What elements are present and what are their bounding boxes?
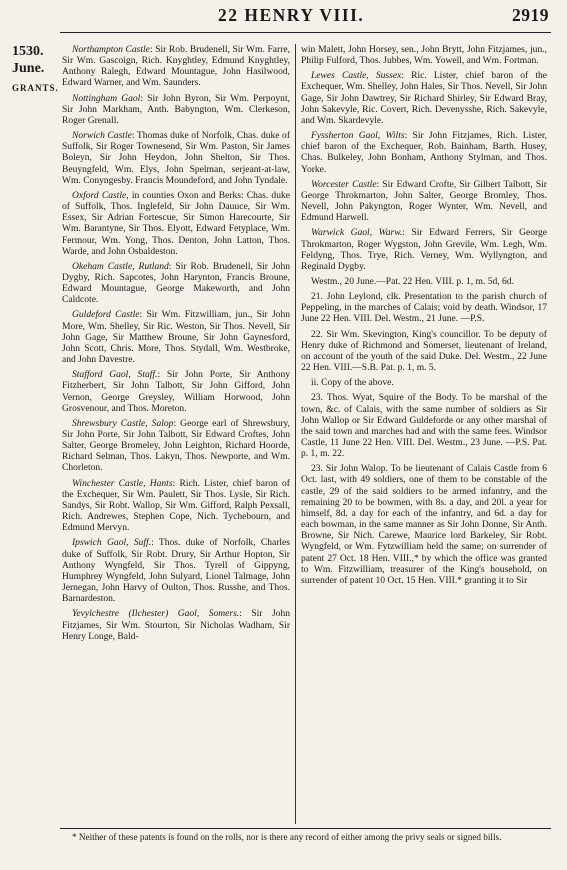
entry-text: Westm., 20 June.—Pat. 22 Hen. VIII. p. 1, m. 5d, 6d. [311, 275, 514, 287]
footnote-text: * Neither of these patents is found on the rolls, nor is there any record of either among the privy seals or signed bills. [72, 832, 502, 842]
place-name: Guldeford Castle [72, 309, 140, 321]
entry-text: : Sir Edward Ferrers, Sir George Throkmarton, Roger Wygston, John Grevile, Wm. Legh, Wm. Feldyng, Thos. Trye, Rich. Verney, Wm. Wyllyngton, and Reginald Dygby. [301, 227, 547, 272]
entry-paragraph [301, 377, 547, 388]
entry-text: : George earl of Shrewsbury, Sir John Porte, Sir John Talbott, Sir Edward Croftes, John Salter, George Bromeley, John Leighton, Richard Hoorde, Richard Selman, Thos. Lakyn, Thos. Newporte, and Wm. Chorleton. [62, 417, 290, 474]
entry-paragraph [301, 227, 547, 272]
running-title: 22 HENRY VIII. [218, 5, 365, 25]
place-name: Warwick Gaol, Warw. [311, 227, 403, 239]
entry-paragraph [62, 44, 290, 89]
margin-month: June. [12, 61, 45, 76]
entry-paragraph [62, 369, 290, 414]
entry-paragraph [301, 291, 547, 324]
entry-text: : Sir Rob. Brudenell, Sir John Dygby, Rich. Sapcotes, John Harynton, Francis Broune, Edward Mountague, George Makeworth, and John Caldcote. [62, 260, 290, 306]
entry-paragraph [62, 130, 290, 186]
entry-paragraph [301, 276, 547, 287]
place-name: Worcester Castle [311, 178, 377, 190]
entry-text: : Sir John Byron, Sir Wm. Perpoynt, Sir John Markham, Anth. Babyngton, Wm. Clerkeson, Roger Grenall. [62, 92, 290, 126]
entry-text: : Sir John Porte, Sir Anthony Fitzherbert, Sir John Talbott, Sir John Gifford, John Vernon, George Greysley, William Horwood, John Grosvenour, and Thos. Moreton. [62, 369, 290, 414]
left-column [62, 44, 290, 646]
place-name: Winchester Castle, Hants [72, 477, 173, 489]
place-name: Okeham Castle, Rutland [72, 260, 169, 272]
margin-year: 1530. [12, 44, 44, 59]
place-name: Stafford Gaol, Staff. [72, 369, 158, 381]
entry-text: : Ric. Lister, chief baron of the Exchequer, Wm. Shelley, John Hales, Sir Thos. Nevell, Sir John Gage, Sir John Dawtrey, Sir Richard Shirley, Sir Edward Bray, John Sakevyle, Ric. Covert, Rich. Devenysshe, Rich. Sakevyle, and Wm. Skardevyle. [301, 70, 547, 126]
entry-text: : Sir John Fitzjames, Sir Wm. Stourton, Sir Nicholas Wadham, Sir Henry Longe, Bald- [62, 608, 290, 642]
column-divider [295, 44, 296, 824]
entry-text: win Malett, John Horsey, sen., John Brytt, John Fitzjames, jun., Philip Fulford, Thos. Jubbes, Wm. Yowell, and Wm. Fortman. [301, 44, 547, 67]
entry-paragraph [301, 130, 547, 175]
entry-text: : Rich. Lister, chief baron of the Exchequer, Sir Wm. Paulett, Sir Thos. Lysle, Sir Rich. Sandys, Sir Robt. Wallop, Sir Wm. Gifford, Ralph Pexsall, Rich. Andrewes, Stephen Cope, Nich. Tychebourn, and Edmund Mervyn. [62, 477, 290, 534]
margin-section: GRANTS. [12, 83, 59, 93]
place-name: Norwich Castle [72, 130, 132, 142]
place-name: Oxford Castle [72, 189, 127, 201]
entry-paragraph [62, 537, 290, 604]
place-name: Northampton Castle [72, 44, 150, 55]
entry-text: 21. John Leylond, clk. Presentation to the parish church of Peppeling, in the marches of Calais; void by death. Windsor, 17 June 22 Hen. VIII. Del. Westm., 21 June. —P.S. [301, 291, 547, 325]
place-name: Lewes Castle, Sussex [311, 70, 402, 82]
entry-text: : Sir Rob. Brudenell, Sir Wm. Farre, Sir Wm. Gascoign, Rich. Knyghtley, Edmund Knyghtley, Anthony Ralegh, Edward Mountague, John Hasilwood, Edward Warner, and Wm. Saunders. [62, 44, 290, 89]
entry-text: : Sir John Fitzjames, Rich. Lister, chief baron of the Exchequer, Rob. Bainham, Barth. Husey, Chas. Bulkeley, John Bonham, Anthony Stylman, and Thos. Yorke. [301, 130, 548, 175]
footnote [62, 832, 549, 843]
entry-paragraph [62, 190, 290, 257]
place-name: Nottingham Gaol [72, 92, 141, 104]
place-name: Yevylchestre (Ilchester) Gaol, Somers. [72, 608, 240, 620]
entry-paragraph [301, 70, 547, 126]
entry-text: : Thomas duke of Norfolk, Chas. duke of Suffolk, Sir Roger Townesend, Sir Wm. Paston, Sir James Boleyn, Sir John Heydon, John Shelton, Sir Thos. Beuyngfeld, Wm. Elys, John Spelman, serjeant-at-law, Wm. Conyngesby. Francis Moundeford, and John Tyndale. [62, 130, 290, 186]
entry-paragraph [301, 392, 547, 459]
header-rule [60, 32, 551, 33]
entry-paragraph [62, 418, 290, 474]
page-number: 2919 [512, 5, 549, 25]
margin-notes [12, 44, 58, 93]
entry-paragraph [301, 463, 547, 586]
entry-paragraph [301, 179, 547, 224]
entry-text: 22. Sir Wm. Skevington, King's councillor. To be deputy of Henry duke of Richmond and Somerset, lieutenant of Ireland, on account of the youth of the said Duke. Del. Westm., 22 June 22 Hen. VIII.—S.B. Pat. p. 1, m. 5. [301, 328, 547, 374]
entry-paragraph [62, 478, 290, 534]
running-header [0, 2, 567, 30]
entry-text: : Sir Wm. Fitzwilliam, jun., Sir John More, Wm. Shelley, Sir Ric. Weston, Sir Thos. Nevell, Sir John Gage, Sir Matthew Broune, Sir John Gaynesford, John Scott, Chris. More, Thos. Stydall, Wm. Westbroke, and John Davestre. [62, 309, 290, 366]
entry-paragraph [62, 608, 290, 641]
place-name: Ipswich Gaol, Suff. [72, 537, 152, 549]
footnote-rule [60, 828, 551, 829]
place-name: Shrewsbury Castle, Salop [72, 417, 174, 429]
place-name: Fyssherton Gaol, Wilts [311, 130, 405, 142]
right-column [301, 44, 547, 590]
entry-text: : Sir Edward Crofte, Sir Gilbert Talbott, Sir George Throkmarton, John Salter, George Bromley, Thos. Nevell, John Pakyngton, Roger Wynter, Wm. Nevell, and Edmund Harwell. [301, 178, 547, 224]
entry-text: , in counties Oxon and Berks: Chas. duke of Suffolk, Thos. Inglefeld, Sir John Dauuce, Sir Wm. Essex, Sir Adrian Fortescue, Sir Simon Harecourte, Sir Wm. Barantyne, Sir Thos. Elyott, Edward Fetyplace, Wm. Fermour, Wm. Yong, Thos. Denton, John Latton, Thos. Warde, and John Osbaldeston. [62, 189, 290, 257]
entry-text: ii. Copy of the above. [311, 377, 394, 389]
entry-paragraph [62, 93, 290, 126]
entry-text: : Thos. duke of Norfolk, Charles duke of Suffolk, Sir Robt. Drury, Sir Arthur Hopton, Sir Anthony Wyngfeld, Sir Thos. Tyrell of Gippyng, Humphrey Wyngfeld, John Sulyard, Lionel Talmage, John Jernegan, John Harvy of Oulton, Thos. Russhe, and Thos. Barnardeston. [62, 537, 290, 605]
entry-paragraph [62, 261, 290, 306]
entry-paragraph [301, 44, 547, 66]
entry-text: 23. Thos. Wyat, Squire of the Body. To be marshal of the town, &c. of Calais, with the same number of soldiers as Sir John Wallop or Sir Edward Guldeforde or any other marshal of the said town and marches had and with the same fees. Windsor Castle, 11 June 22 Hen. VIII. Del. Westm., 23 June. —P.S. Pat. p. 1, m. 22. [301, 392, 547, 460]
entry-paragraph [301, 329, 547, 374]
entry-paragraph [62, 309, 290, 365]
entry-text: 23. Sir John Walop. To be lieutenant of Calais Castle from 6 Oct. last, with 49 soldiers, one of them to be constable of the castle, 29 of the said soldiers to be armed infantry, and the remaining 20 to be bowmen, with 8s. a day, and 20l. a year for himself, 8d. a day for each of the infantry, and 6d. a day for each bowman, in the same manner as Sir John Donne, Sir Anth. Browne, Sir Nich. Carewe, Maurice lord Barkeley, Sir Robt. Wyngfeld, or Wm. Fytzwilliam held the same; on surrender of patent 27 Oct. 18 Hen. VIII.,* by which the office was granted to Wm. Fitzwilliam, treasurer of the King's household, on surrender of patent 10 Oct. 15 Hen. VIII.* granting it to Sir [301, 463, 547, 586]
